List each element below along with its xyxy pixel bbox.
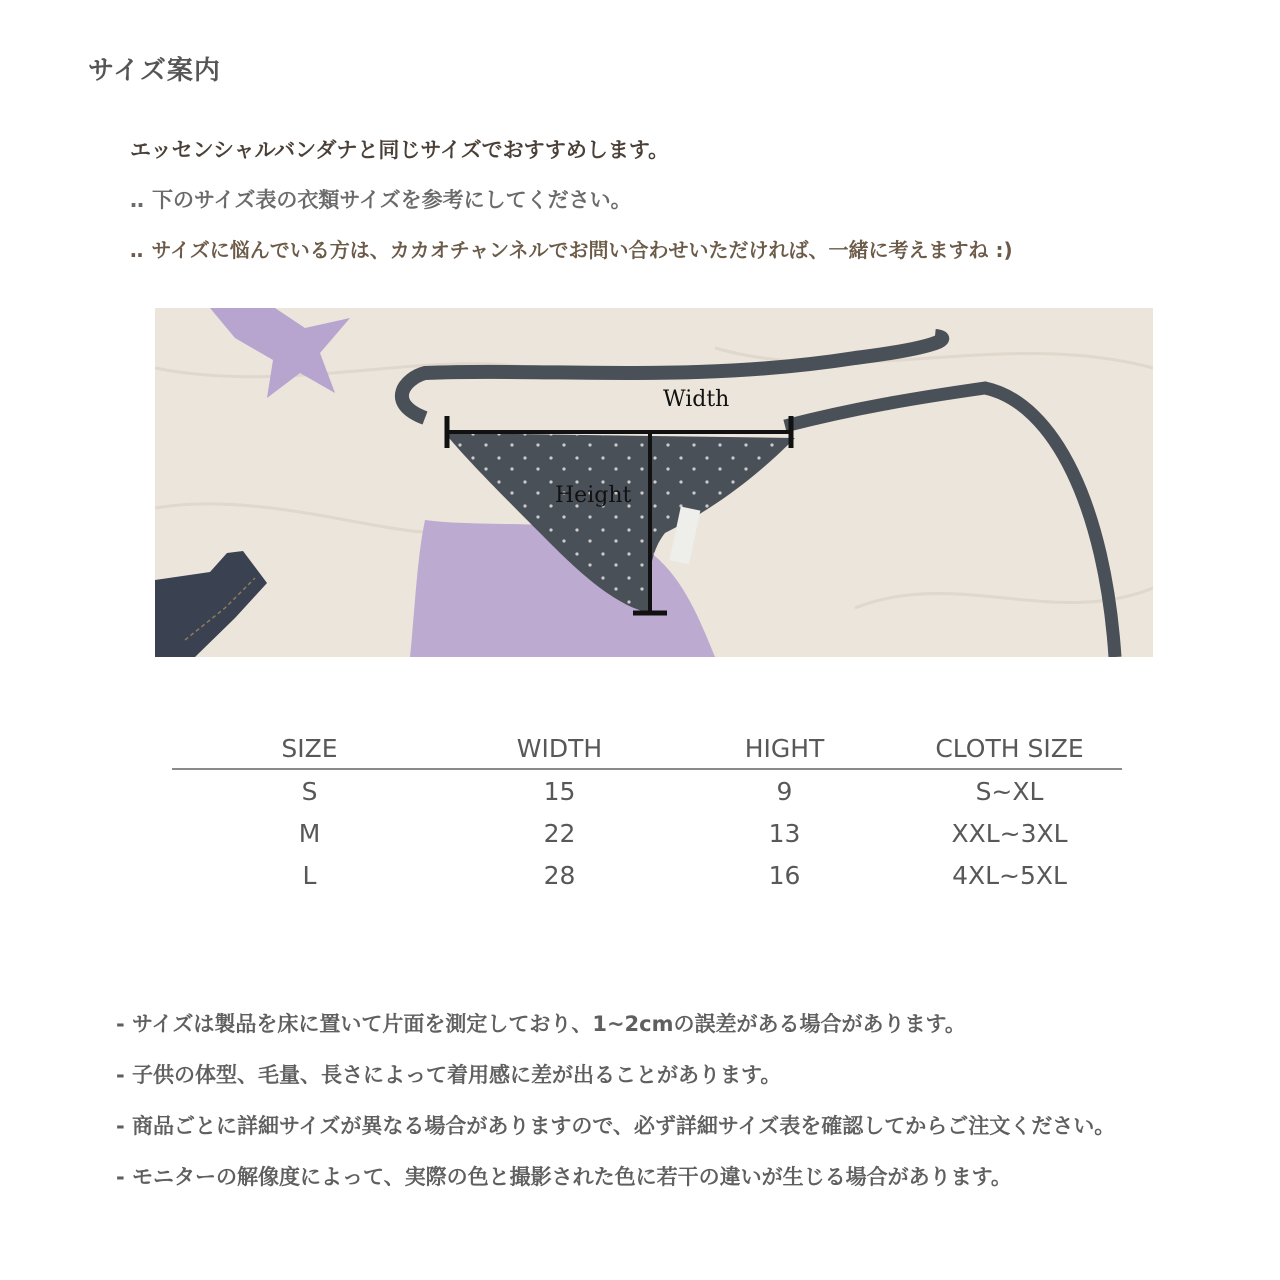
intro-note-1-text: 下のサイズ表の衣類サイズを参考にしてください。	[152, 188, 632, 212]
table-row	[172, 769, 1122, 812]
note-item: - サイズは製品を床に置いて片面を測定しており、1~2cmの誤差がある場合があります。	[116, 1012, 966, 1036]
table-cell: 22	[543, 818, 576, 848]
note-item: - 子供の体型、毛量、長さによって着用感に差が出ることがあります。	[116, 1063, 782, 1087]
page-title: サイズ案内	[88, 56, 221, 86]
table-cell: 16	[768, 860, 801, 890]
table-cell: 15	[543, 776, 576, 806]
notes-section	[116, 1005, 1115, 1209]
table-cell: S~XL	[975, 776, 1044, 806]
table-cell: XXL~3XL	[951, 818, 1068, 848]
table-cell: S	[301, 776, 318, 806]
column-header-size: SIZE	[172, 728, 447, 769]
table-cell: 13	[768, 818, 801, 848]
intro-note-1	[130, 180, 1013, 230]
size-table	[172, 728, 1122, 896]
table-cell: L	[302, 860, 317, 890]
width-label: Width	[663, 387, 730, 412]
bandana-measurement-illustration	[155, 308, 1153, 657]
table-cell: 4XL~5XL	[952, 860, 1067, 890]
bullet-marker: ‥	[130, 238, 146, 262]
table-row	[172, 812, 1122, 854]
bullet-marker: ‥	[130, 188, 147, 212]
column-header-height: HIGHT	[672, 728, 897, 769]
table-row	[172, 854, 1122, 896]
intro-main-text: エッセンシャルバンダナと同じサイズでおすすめします。	[130, 138, 670, 162]
note-item: - モニターの解像度によって、実際の色と撮影された色に若干の違いが生じる場合があります。	[116, 1165, 1012, 1189]
column-header-cloth-size: CLOTH SIZE	[897, 728, 1122, 769]
bandana-measurement-photo	[155, 308, 1153, 657]
intro-note-2	[130, 230, 1013, 280]
note-item: - 商品ごとに詳細サイズが異なる場合がありますので、必ず詳細サイズ表を確認してからご注文ください。	[116, 1114, 1116, 1138]
column-header-width: WIDTH	[447, 728, 672, 769]
intro-note-2-text: サイズに悩んでいる方は、カカオチャンネルでお問い合わせいただければ、一緒に考えますね :)	[151, 238, 1013, 262]
table-cell: 28	[543, 860, 576, 890]
intro-section	[130, 130, 1013, 280]
height-label: Height	[555, 483, 632, 508]
table-header-row	[172, 728, 1122, 769]
table-cell: M	[298, 818, 321, 848]
table-cell: 9	[776, 776, 793, 806]
